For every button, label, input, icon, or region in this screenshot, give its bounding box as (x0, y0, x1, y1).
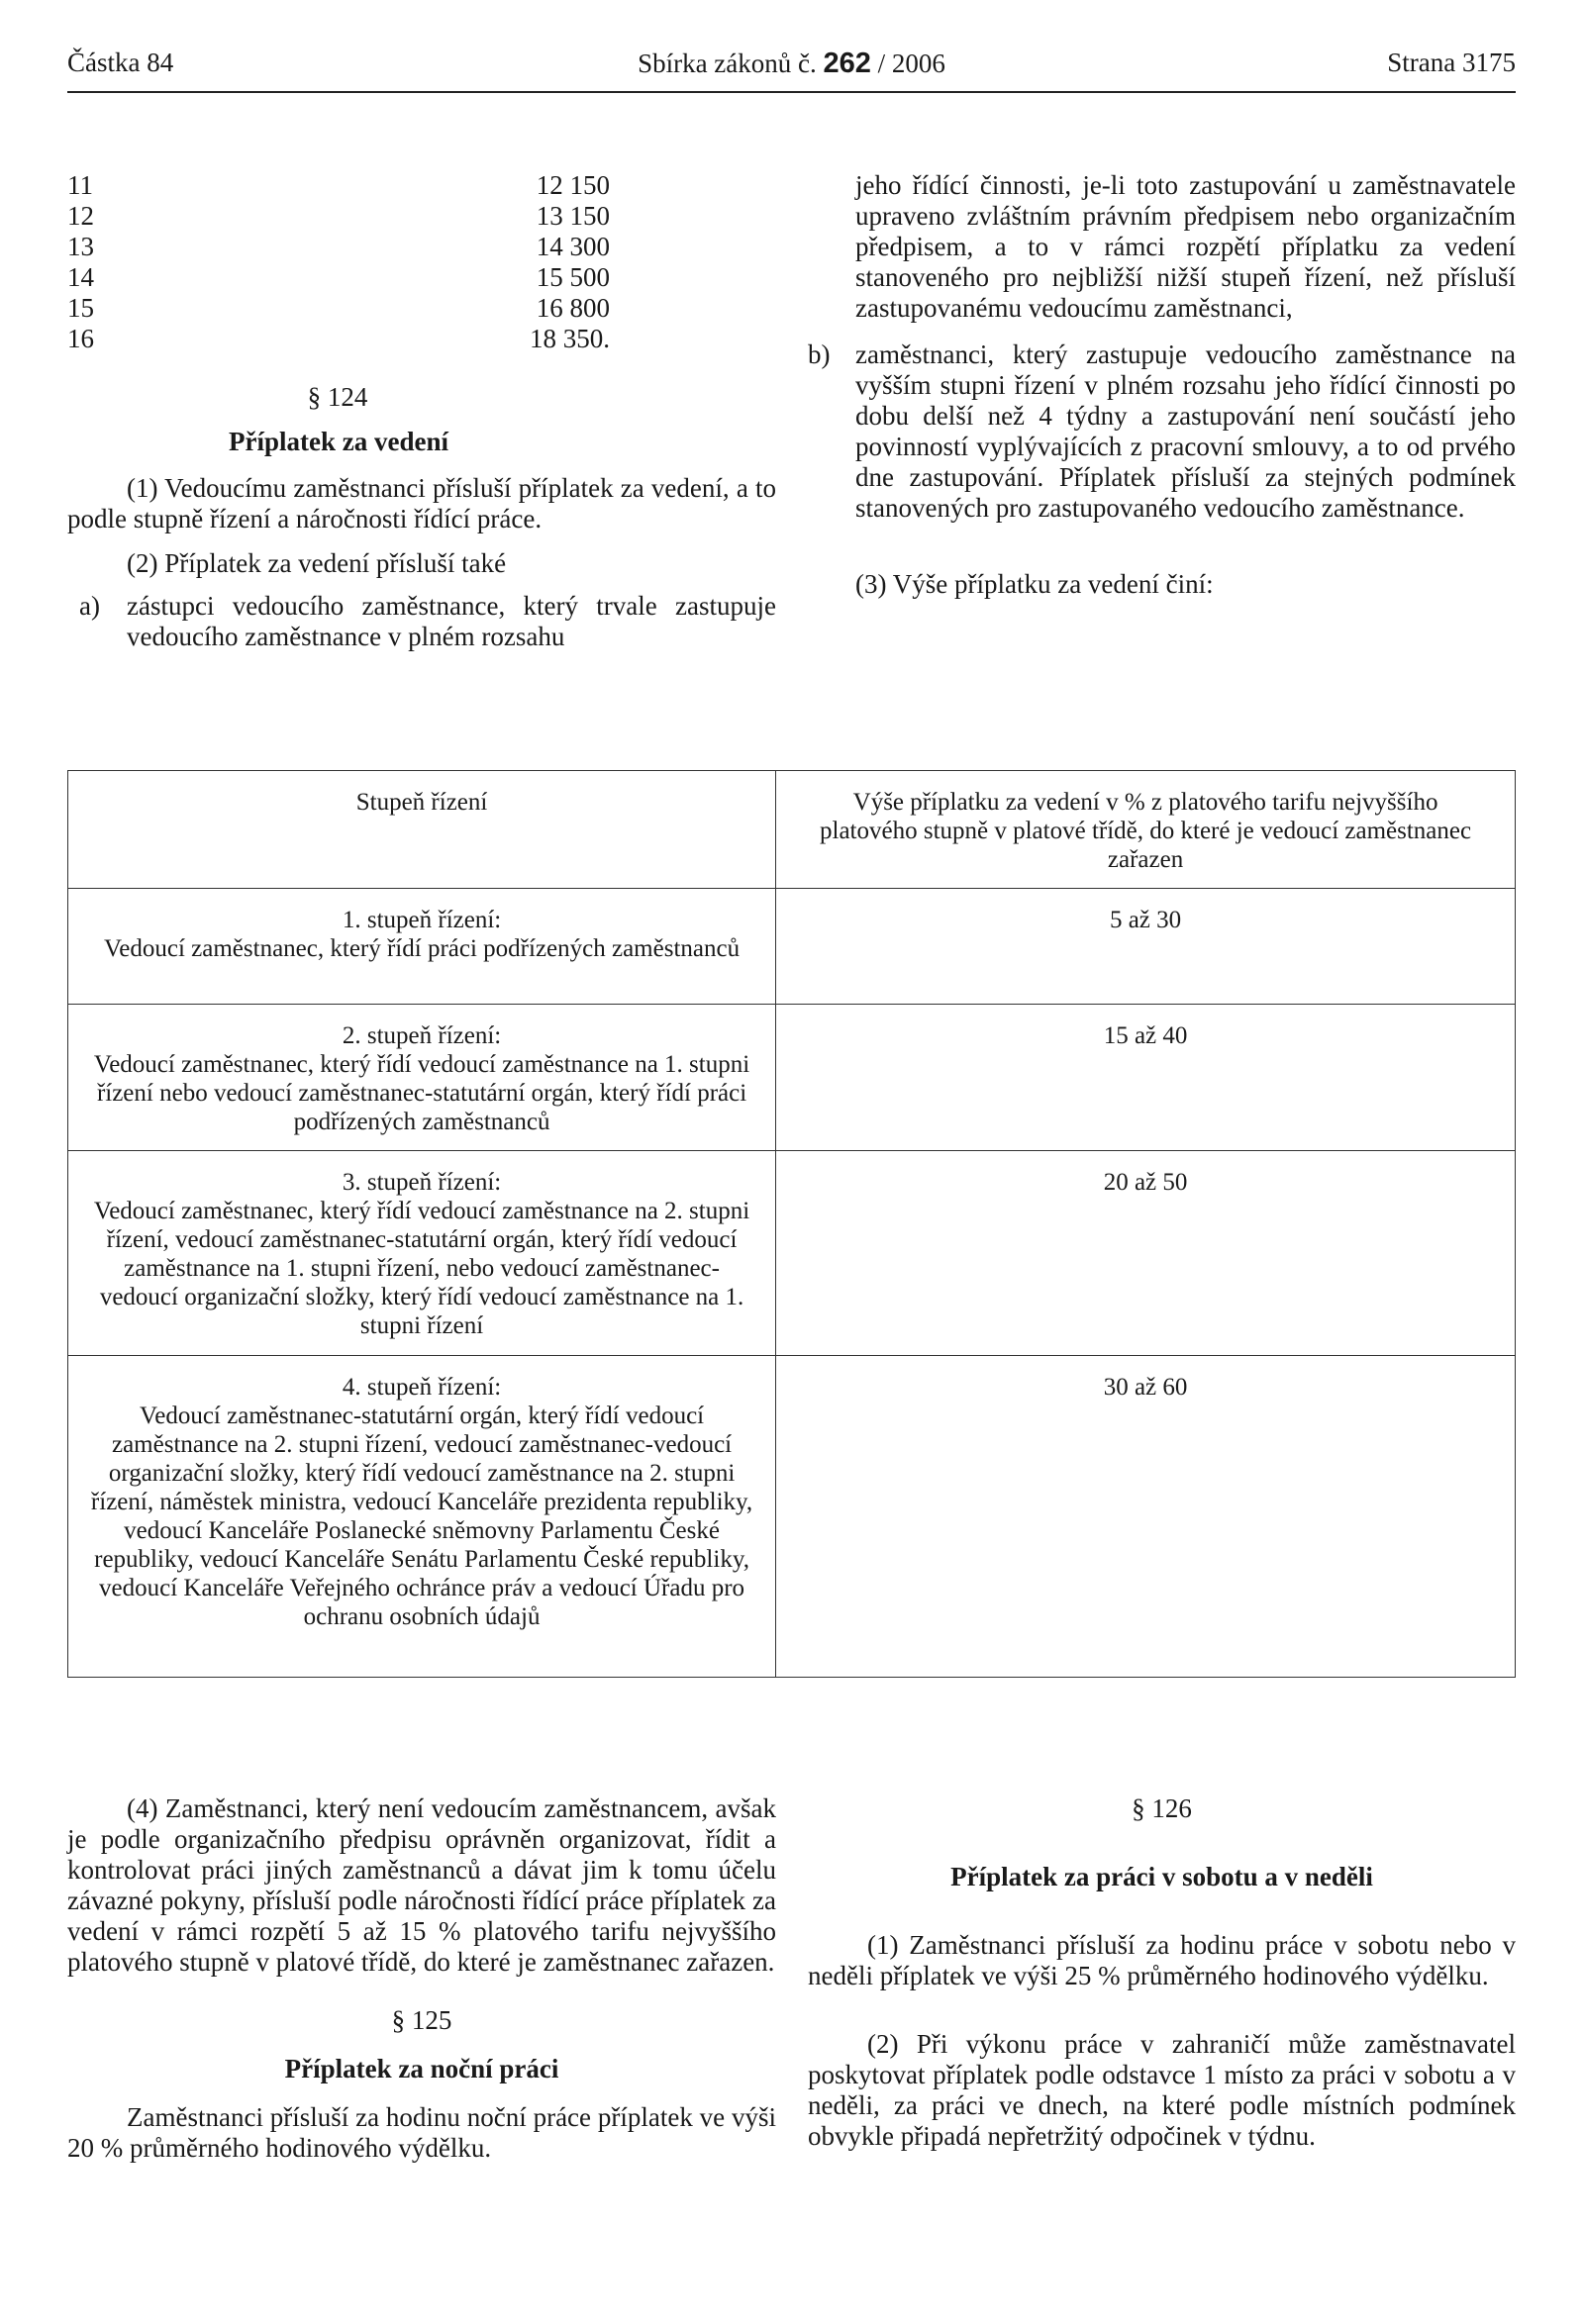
salary-amount: 18 350. (530, 324, 610, 353)
section-heading-126: Příplatek za práci v sobotu a v neděli (950, 1862, 1373, 1891)
header-divider (67, 91, 1516, 93)
level-description: Vedoucí zaměstnanec, který řídí vedoucí zaměstnance na 2. stupni řízení, vedoucí zaměstnanec-statutární orgán, který řídí vedoucí zaměstnance na 1. stupni řízení, nebo vedoucí zaměstnanec-vedoucí organizační složky, který řídí vedoucí zaměstnance na 1. stupni řízení (93, 1198, 750, 1339)
paragraph-124-4: (4) Zaměstnanci, který není vedoucím zaměstnancem, avšak je podle organizačního předpisu oprávněn organizovat, řídit a kontrolovat práci jiných zaměstnanců a dávat jim k tomu účelu závazné pokyny, přísluší podle náročnosti řídící práce příplatek za vedení v rámci rozpětí 5 až 15 % platového tarifu nejvyššího platového stupně v platové třídě, do které je zaměstnanec zařazen. (67, 1793, 776, 1977)
table-cell-level (68, 1356, 776, 1678)
salary-grade: 14 (67, 262, 94, 292)
header-collection-year: / 2006 (870, 48, 945, 78)
salary-row (67, 293, 610, 324)
salary-grade: 16 (67, 324, 94, 353)
paragraph-125-1: Zaměstnanci přísluší za hodinu noční práce příplatek ve výši 20 % průměrného hodinového výdělku. (67, 2102, 776, 2163)
list-item-a (67, 591, 776, 652)
paragraph-124-3: (3) Výše příplatku za vedení činí: (855, 569, 1214, 599)
header-collection (67, 48, 1516, 80)
salary-amount: 16 800 (536, 293, 610, 323)
header-collection-prefix: Sbírka zákonů č. (638, 48, 824, 78)
salary-grade: 11 (67, 170, 93, 200)
list-item-text: zástupci vedoucího zaměstnance, který trvale zastupuje vedoucího zaměstnance v plném rozsahu (127, 591, 776, 651)
right-column-bottom (808, 1793, 1516, 2152)
left-column-top (67, 170, 776, 652)
list-item-a-continued: jeho řídící činnosti, je-li toto zastupování u zaměstnavatele upraveno zvláštním právním předpisem nebo organizačním předpisem, a to v rámci rozpětí příplatku za vedení stanoveného pro nejbližší nižší stupeň řízení, než přísluší zastupovanému vedoucímu zaměstnanci, (855, 170, 1516, 323)
section-number-126: § 126 (1132, 1793, 1192, 1823)
salary-row (67, 262, 610, 293)
list-item-text: zaměstnanci, který zastupuje vedoucího zaměstnance na vyšším stupni řízení v plném rozsahu jeho řídící činnosti po dobu delší než 4 týdny a zastupování není součástí jeho povinností vyplývajících z pracovní smlouvy, a to od prvého dne zastupování. Příplatek přísluší za stejných podmínek stanovených pro zastupovaného vedoucího zaměstnance. (855, 339, 1516, 523)
section-number-124: § 124 (307, 382, 368, 412)
level-description: Vedoucí zaměstnanec, který řídí práci podřízených zaměstnanců (104, 935, 741, 962)
table-header-row (68, 771, 1516, 889)
list-item-label: b) (808, 339, 831, 369)
salary-row (67, 170, 610, 201)
salary-grade: 12 (67, 201, 94, 231)
level-description: Vedoucí zaměstnanec, který řídí vedoucí zaměstnance na 1. stupni řízení nebo vedoucí zaměstnanec-statutární orgán, který řídí práci podřízených zaměstnanců (93, 1051, 750, 1135)
table-header-cell: Stupeň řízení (68, 771, 776, 889)
salary-grade: 15 (67, 293, 94, 323)
table-cell-value: 15 až 40 (776, 1005, 1516, 1151)
section-heading-125: Příplatek za noční práci (284, 2054, 559, 2083)
paragraph-124-2: (2) Příplatek za vedení přísluší také (127, 548, 507, 578)
salary-row (67, 324, 610, 354)
document-page (67, 0, 1516, 2324)
list-item-label: a) (79, 591, 100, 621)
paragraph-124-1: (1) Vedoucímu zaměstnanci přísluší příplatek za vedení, a to podle stupně řízení a náročnosti řídící práce. (67, 473, 776, 533)
level-title: 3. stupeň řízení: (342, 1169, 502, 1196)
management-allowance-table (67, 770, 1516, 1678)
table-cell-level (68, 1005, 776, 1151)
table-row (68, 1356, 1516, 1678)
level-title: 1. stupeň řízení: (342, 907, 502, 933)
left-column-bottom (67, 1793, 776, 2164)
salary-amount: 12 150 (536, 170, 610, 200)
salary-amount: 15 500 (536, 262, 610, 292)
table-cell-value: 5 až 30 (776, 889, 1516, 1005)
paragraph-126-2: (2) Při výkonu práce v zahraničí může zaměstnavatel poskytovat příplatek podle odstavce 1 místo za práci v sobotu a v neděli, za práci ve dnech, na které podle místních podmínek obvykle připadá nepřetržitý odpočinek v týdnu. (808, 2029, 1516, 2151)
salary-row (67, 201, 610, 232)
salary-row (67, 232, 610, 262)
table-row (68, 1005, 1516, 1151)
salary-amount: 13 150 (536, 201, 610, 231)
table-header-cell: Výše příplatku za vedení v % z platového tarifu nejvyššího platového stupně v platové třídě, do které je vedoucí zaměstnanec zařazen (776, 771, 1516, 889)
right-column-top (808, 170, 1516, 600)
table-cell-level (68, 889, 776, 1005)
level-title: 2. stupeň řízení: (342, 1022, 502, 1049)
list-item-b (808, 339, 1516, 524)
section-heading-124: Příplatek za vedení (229, 427, 448, 456)
header-collection-number: 262 (823, 48, 871, 79)
table-row (68, 889, 1516, 1005)
salary-table (67, 170, 610, 354)
paragraph-126-1: (1) Zaměstnanci přísluší za hodinu práce v sobotu nebo v neděli příplatek ve výši 25 % průměrného hodinového výdělku. (808, 1930, 1516, 1990)
level-title: 4. stupeň řízení: (342, 1374, 502, 1401)
table-cell-value: 20 až 50 (776, 1151, 1516, 1356)
header-page-number: Strana 3175 (1387, 48, 1516, 77)
table-cell-level (68, 1151, 776, 1356)
section-number-125: § 125 (391, 2005, 452, 2035)
header-part: Částka 84 (67, 48, 174, 77)
page-header (67, 48, 1516, 87)
salary-grade: 13 (67, 232, 94, 261)
level-description: Vedoucí zaměstnanec-statutární orgán, který řídí vedoucí zaměstnance na 2. stupni řízení, vedoucí zaměstnanec-vedoucí organizační složky, který řídí vedoucí zaměstnance na 2. stupni řízení, náměstek ministra, vedoucí Kanceláře prezidenta republiky, vedoucí Kanceláře Poslanecké sněmovny Parlamentu České republiky, vedoucí Kanceláře Senátu Parlamentu České republiky, vedoucí Kanceláře Veřejného ochránce práv a vedoucí Úřadu pro ochranu osobních údajů (90, 1403, 753, 1630)
table-row (68, 1151, 1516, 1356)
salary-amount: 14 300 (536, 232, 610, 261)
table-cell-value: 30 až 60 (776, 1356, 1516, 1678)
